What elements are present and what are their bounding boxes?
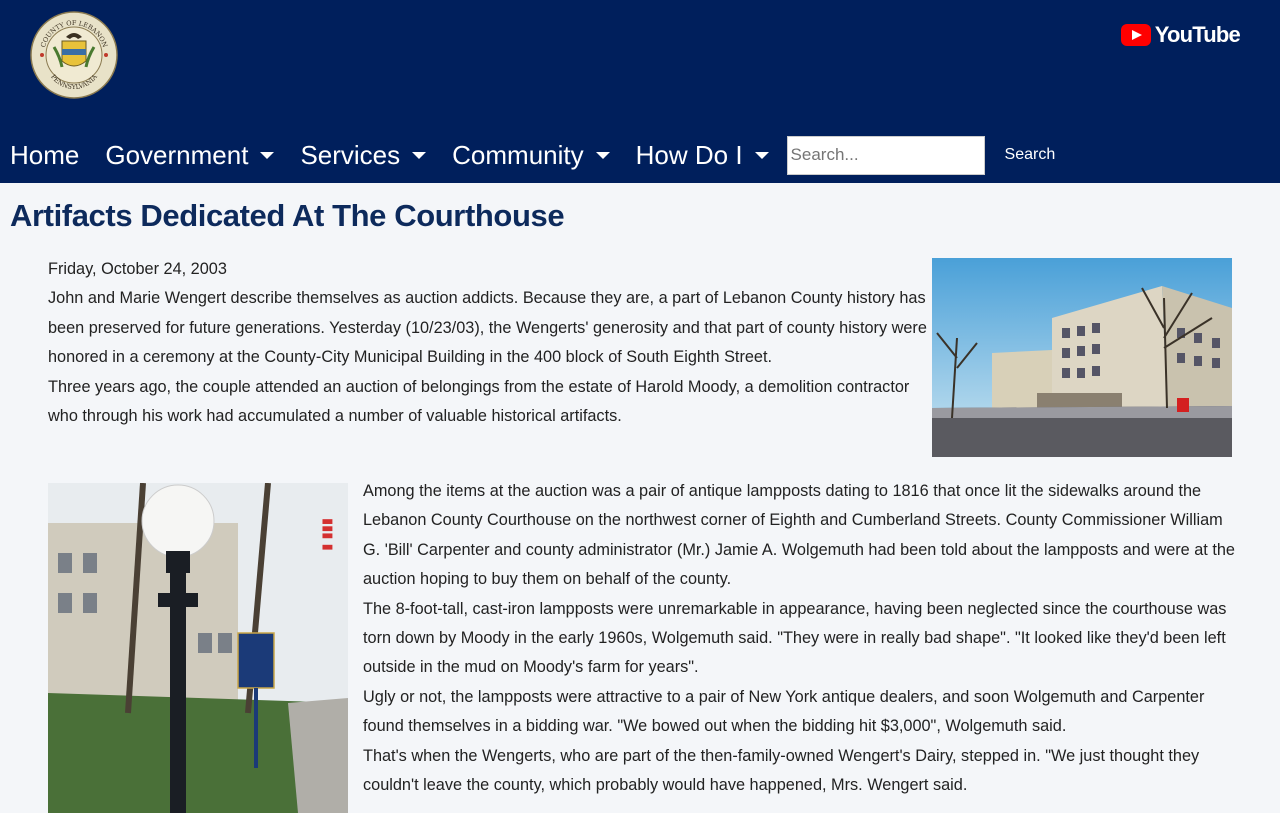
chevron-down-icon — [412, 152, 426, 159]
article-date: Friday, October 24, 2003 — [48, 260, 227, 278]
article-paragraph: Among the items at the auction was a pair of antique lampposts dating to 1816 that once lit the sidewalks around the Lebanon County Courthouse on the northwest corner of Eighth and Cumberland Streets. County Commissioner William G. 'Bill' Carpenter and county administrator (Mr.) Jamie A. Wolgemuth had been told about the lampposts and were at the auction hoping to buy them on behalf of the county. — [363, 482, 1235, 589]
nav-community-label: Community — [452, 139, 584, 170]
nav-services[interactable] — [300, 140, 426, 171]
lamppost-photo — [48, 483, 348, 813]
nav-how-do-i-label: How Do I — [635, 139, 743, 170]
svg-text:COUNTY OF LEBANON: COUNTY OF LEBANON — [39, 18, 109, 49]
article-body — [48, 255, 1235, 795]
courthouse-building-photo — [932, 258, 1232, 457]
nav-community[interactable] — [452, 140, 609, 171]
article-paragraph: The 8-foot-tall, cast-iron lampposts were unremarkable in appearance, having been neglected since the courthouse was torn down by Moody in the early 1960s, Wolgemuth said. "They were in really bad shape". "It looked like they'd been left outside in the mud on Moody's farm for years". — [363, 599, 1227, 677]
chevron-down-icon — [755, 152, 769, 159]
chevron-down-icon — [596, 152, 610, 159]
county-seal-icon — [30, 11, 118, 99]
nav-how-do-i[interactable] — [636, 140, 769, 171]
nav-services-label: Services — [300, 139, 401, 170]
article-paragraph: John and Marie Wengert describe themselves as auction addicts. Because they are, a part of Lebanon County history has been preserved for future generations. Yesterday (10/23/03), the Wengerts' generosity and that part of county history were honored in a ceremony at the County-City Municipal Building in the 400 block of South Eighth Street. — [48, 289, 927, 367]
nav-government[interactable] — [105, 140, 274, 171]
youtube-link[interactable] — [1121, 22, 1240, 48]
main-navigation — [0, 132, 1055, 178]
county-seal-logo[interactable] — [30, 11, 118, 99]
svg-text:▮▮▮ ▮: ▮▮▮ ▮ — [320, 518, 335, 551]
article-paragraph: Ugly or not, the lampposts were attractive to a pair of New York antique dealers, and soon Wolgemuth and Carpenter found themselves in a bidding war. "We bowed out when the bidding hit $3,000", Wolgemuth said. — [363, 687, 1205, 736]
article-paragraph: Three years ago, the couple attended an auction of belongings from the estate of Harold Moody, a demolition contractor who through his work had accumulated a number of valuable historical artifacts. — [48, 377, 910, 426]
youtube-play-icon — [1121, 24, 1151, 46]
article-intro — [48, 255, 928, 431]
search-input[interactable] — [787, 136, 985, 175]
page-title: Artifacts Dedicated At The Courthouse — [10, 198, 565, 233]
nav-home[interactable] — [10, 140, 79, 171]
search-button[interactable]: Search — [1004, 146, 1056, 163]
nav-home-label: Home — [10, 139, 80, 170]
article-continued — [363, 477, 1235, 800]
chevron-down-icon — [260, 152, 274, 159]
site-header — [0, 0, 1280, 183]
nav-government-label: Government — [105, 139, 249, 170]
youtube-label: YouTube — [1154, 22, 1240, 47]
svg-text:PENNSYLVANIA: PENNSYLVANIA — [49, 72, 99, 92]
article-paragraph: That's when the Wengerts, who are part of the then-family-owned Wengert's Dairy, stepped in. "We just thought they couldn't leave the county, which probably would have happened, Mrs. Wengert said. — [363, 746, 1200, 795]
